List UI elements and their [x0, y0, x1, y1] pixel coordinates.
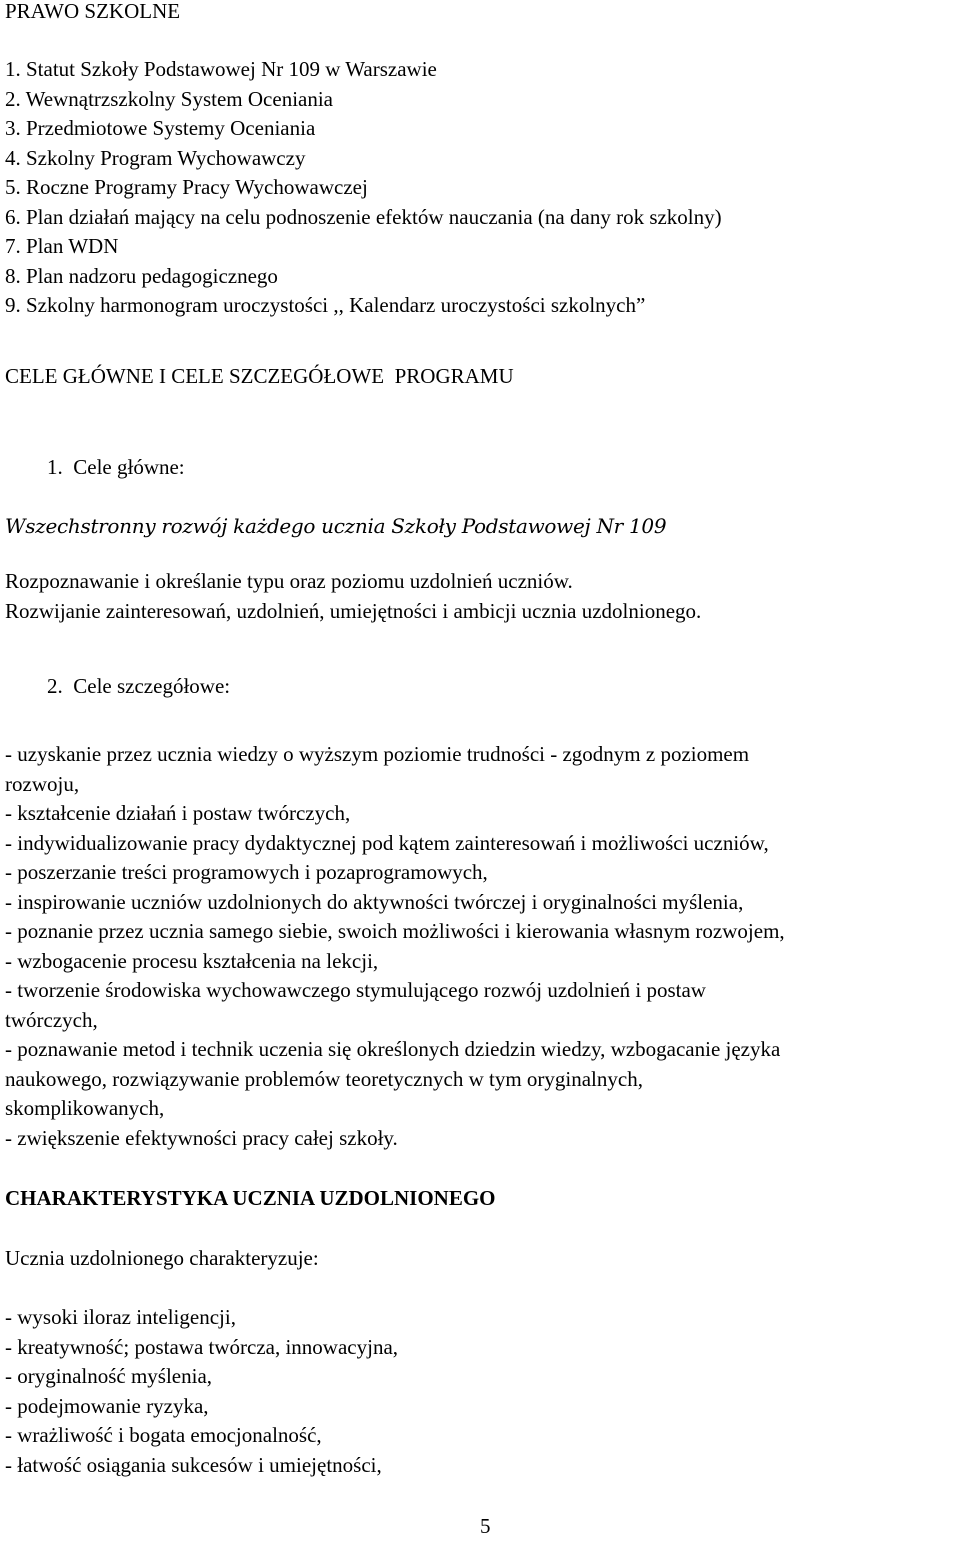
goals-heading: CELE GŁÓWNE I CELE SZCZEGÓŁOWE PROGRAMU	[5, 364, 514, 388]
list-item: twórczych,	[5, 1007, 98, 1032]
detailed-goals-label: 2. Cele szczegółowe:	[47, 674, 231, 698]
list-item: - poznanie przez ucznia samego siebie, swoich możliwości i kierowania własnym rozwojem,	[5, 919, 785, 943]
list-item: 5. Roczne Programy Pracy Wychowawczej	[5, 175, 368, 199]
document-list	[5, 55, 722, 321]
list-item: - kreatywność; postawa twórcza, innowacyjna,	[5, 1334, 399, 1359]
list-item: - wrażliwość i bogata emocjonalność,	[5, 1423, 322, 1447]
list-item: - indywidualizowanie pracy dydaktycznej pod kątem zainteresowań i możliwości uczniów,	[5, 830, 769, 855]
list-item: - poznawanie metod i technik uczenia się określonych dziedzin wiedzy, wzbogacanie języka	[5, 1037, 781, 1061]
main-goal-script-text: Wszechstronny rozwój każdego ucznia Szkoły Podstawowej Nr 109	[5, 514, 667, 538]
list-item: - tworzenie środowiska wychowawczego stymulującego rozwój uzdolnień i postaw	[5, 978, 706, 1002]
list-item: rozwoju,	[5, 771, 80, 796]
main-goals-label: 1. Cele główne:	[47, 455, 185, 479]
characteristics-intro: Ucznia uzdolnionego charakteryzuje:	[5, 1246, 319, 1270]
page-title: PRAWO SZKOLNE	[5, 0, 181, 23]
list-item: Rozwijanie zainteresowań, uzdolnień, umiejętności i ambicji ucznia uzdolnionego.	[5, 598, 702, 623]
list-item: naukowego, rozwiązywanie problemów teoretycznych w tym oryginalnych,	[5, 1066, 643, 1091]
detailed-goals-list	[5, 740, 785, 1153]
list-item: 2. Wewnątrzszkolny System Oceniania	[5, 86, 334, 111]
list-item: 3. Przedmiotowe Systemy Oceniania	[5, 116, 316, 140]
list-item: - zwiększenie efektywności pracy całej szkoły.	[5, 1125, 398, 1150]
list-item: 9. Szkolny harmonogram uroczystości ,, Kalendarz uroczystości szkolnych”	[5, 293, 646, 317]
traits-list	[5, 1303, 398, 1480]
list-item: 8. Plan nadzoru pedagogicznego	[5, 263, 278, 288]
main-goals-list	[5, 567, 701, 626]
characteristics-heading: CHARAKTERYSTYKA UCZNIA UZDOLNIONEGO	[5, 1186, 496, 1210]
list-item: 4. Szkolny Program Wychowawczy	[5, 145, 306, 170]
list-item: 1. Statut Szkoły Podstawowej Nr 109 w Warszawie	[5, 57, 437, 81]
list-item: Rozpoznawanie i określanie typu oraz poziomu uzdolnień uczniów.	[5, 569, 573, 593]
list-item: - uzyskanie przez ucznia wiedzy o wyższym poziomie trudności - zgodnym z poziomem	[5, 742, 750, 766]
list-item: - wzbogacenie procesu kształcenia na lekcji,	[5, 948, 379, 973]
list-item: skomplikowanych,	[5, 1096, 165, 1120]
list-item: - oryginalność myślenia,	[5, 1364, 213, 1388]
list-item: 6. Plan działań mający na celu podnoszenie efektów nauczania (na dany rok szkolny)	[5, 204, 722, 229]
list-item: - inspirowanie uczniów uzdolnionych do aktywności twórczej i oryginalności myślenia,	[5, 889, 744, 914]
page-number: 5	[480, 1514, 491, 1538]
list-item: - poszerzanie treści programowych i pozaprogramowych,	[5, 860, 488, 884]
list-item: - podejmowanie ryzyka,	[5, 1393, 209, 1418]
list-item: - łatwość osiągania sukcesów i umiejętności,	[5, 1452, 382, 1477]
list-item: 7. Plan WDN	[5, 234, 119, 258]
list-item: - wysoki iloraz inteligencji,	[5, 1305, 236, 1329]
list-item: - kształcenie działań i postaw twórczych,	[5, 801, 351, 825]
